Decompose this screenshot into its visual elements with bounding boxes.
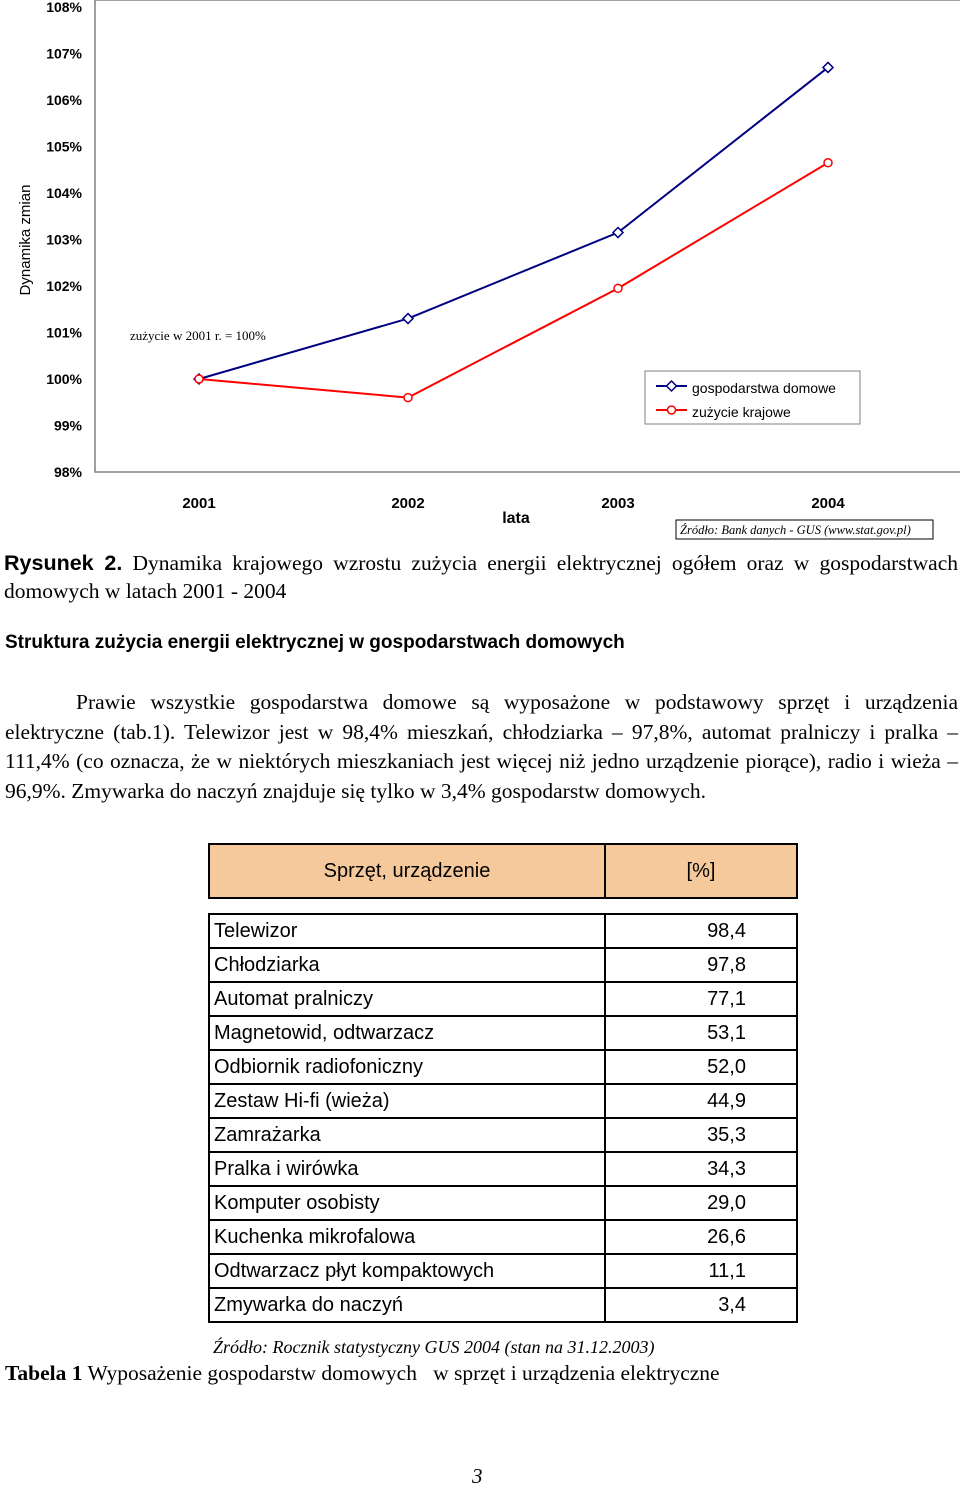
y-tick-label: 101% <box>46 324 82 341</box>
table-title-text: Wyposażenie gospodarstw domowych w sprzęt i urządzenia elektryczne <box>87 1361 720 1385</box>
table-cell-percent: 26,6 <box>605 1220 797 1254</box>
line-chart <box>0 0 960 545</box>
table-cell-equipment: Telewizor <box>209 914 605 948</box>
y-tick-label: 98% <box>53 464 82 480</box>
table-row <box>209 1288 797 1322</box>
data-point <box>195 375 203 383</box>
series-line-1 <box>199 163 828 398</box>
series-line-0 <box>199 67 828 379</box>
table-cell-percent: 77,1 <box>605 982 797 1016</box>
table-header-equipment: Sprzęt, urządzenie <box>209 844 605 898</box>
x-axis-title: lata <box>502 510 530 527</box>
table-row <box>209 914 797 948</box>
table-row <box>209 1254 797 1288</box>
body-paragraph: Prawie wszystkie gospodarstwa domowe są wyposażone w podstawowy sprzęt i urządzenia elektryczne (tab.1). Telewizor jest w 98,4% mieszkań, chłodziarka – 97,8%, automat pralniczy i pralka – 111,4% (co oznacza, że w niektórych mieszkaniach jest więcej niż jedno urządzenie piorące), radio i wieża – 96,9%. Zmywarka do naczyń znajduje się tylko w 3,4% gospodarstw domowych. <box>5 690 958 803</box>
data-point <box>614 284 622 292</box>
figure-caption <box>4 549 958 605</box>
section-heading: Struktura zużycia energii elektrycznej w gospodarstwach domowych <box>5 632 625 653</box>
x-tick-label: 2002 <box>391 495 425 512</box>
table-cell-equipment: Zamrażarka <box>209 1118 605 1152</box>
table-title <box>5 1361 720 1386</box>
table-cell-percent: 35,3 <box>605 1118 797 1152</box>
chart-annotation: zużycie w 2001 r. = 100% <box>130 328 266 343</box>
y-tick-label: 104% <box>46 185 82 201</box>
y-tick-label: 107% <box>46 45 82 62</box>
legend-marker-national <box>668 406 676 414</box>
table-cell-equipment: Automat pralniczy <box>209 982 605 1016</box>
equipment-table <box>208 843 798 1323</box>
table-cell-equipment: Zmywarka do naczyń <box>209 1288 605 1322</box>
table-row <box>209 1050 797 1084</box>
table-source: Źródło: Rocznik statystyczny GUS 2004 (stan na 31.12.2003) <box>213 1337 655 1357</box>
table-label: Tabela 1 <box>5 1361 83 1385</box>
table-cell-equipment: Chłodziarka <box>209 948 605 982</box>
table-row <box>209 1152 797 1186</box>
data-point <box>403 314 413 324</box>
equipment-table-container <box>208 843 798 1323</box>
x-tick-label: 2001 <box>182 495 216 512</box>
table-row <box>209 1084 797 1118</box>
table-cell-equipment: Pralka i wirówka <box>209 1152 605 1186</box>
table-cell-equipment: Kuchenka mikrofalowa <box>209 1220 605 1254</box>
y-tick-label: 103% <box>46 231 82 248</box>
table-cell-percent: 52,0 <box>605 1050 797 1084</box>
table-cell-percent: 29,0 <box>605 1186 797 1220</box>
y-axis-title-group <box>17 185 34 296</box>
data-point <box>824 159 832 167</box>
series-layer <box>194 62 833 401</box>
table-cell-percent: 34,3 <box>605 1152 797 1186</box>
table-row <box>209 1016 797 1050</box>
table-cell-percent: 3,4 <box>605 1288 797 1322</box>
table-cell-equipment: Magnetowid, odtwarzacz <box>209 1016 605 1050</box>
figure-caption-text: Dynamika krajowego wzrostu zużycia energii elektrycznej ogółem oraz w gospodarstwach domowych w latach 2001 - 2004 <box>4 551 958 603</box>
table-row <box>209 982 797 1016</box>
table-cell-equipment: Komputer osobisty <box>209 1186 605 1220</box>
page-number: 3 <box>472 1464 483 1488</box>
table-header-percent: [%] <box>605 844 797 898</box>
data-point <box>404 394 412 402</box>
y-tick-label: 105% <box>46 138 82 155</box>
table-row <box>209 1220 797 1254</box>
y-tick-labels <box>46 0 82 480</box>
y-axis-title: Dynamika zmian <box>17 184 34 296</box>
table-header-row <box>209 844 797 898</box>
table-row <box>209 1118 797 1152</box>
table-cell-equipment: Odbiornik radiofoniczny <box>209 1050 605 1084</box>
x-tick-label: 2004 <box>811 495 845 512</box>
table-cell-equipment: Zestaw Hi-fi (wieża) <box>209 1084 605 1118</box>
table-cell-percent: 44,9 <box>605 1084 797 1118</box>
table-row <box>209 948 797 982</box>
table-cell-percent: 53,1 <box>605 1016 797 1050</box>
y-tick-label: 106% <box>46 92 82 108</box>
table-cell-percent: 11,1 <box>605 1254 797 1288</box>
table-cell-percent: 97,8 <box>605 948 797 982</box>
legend-label-households: gospodarstwa domowe <box>692 380 836 396</box>
table-cell-equipment: Odtwarzacz płyt kompaktowych <box>209 1254 605 1288</box>
chart-source: Źródło: Bank danych - GUS (www.stat.gov.pl) <box>680 523 911 537</box>
legend <box>645 371 860 424</box>
x-tick-label: 2003 <box>601 495 635 512</box>
table-cell-percent: 98,4 <box>605 914 797 948</box>
y-tick-label: 100% <box>46 371 82 387</box>
table-spacer-row <box>209 898 797 914</box>
figure-label: Rysunek 2. <box>4 551 123 575</box>
y-tick-label: 102% <box>46 278 82 294</box>
y-tick-label: 108% <box>46 0 82 15</box>
legend-label-national: zużycie krajowe <box>692 404 791 420</box>
y-tick-label: 99% <box>53 417 82 434</box>
table-row <box>209 1186 797 1220</box>
